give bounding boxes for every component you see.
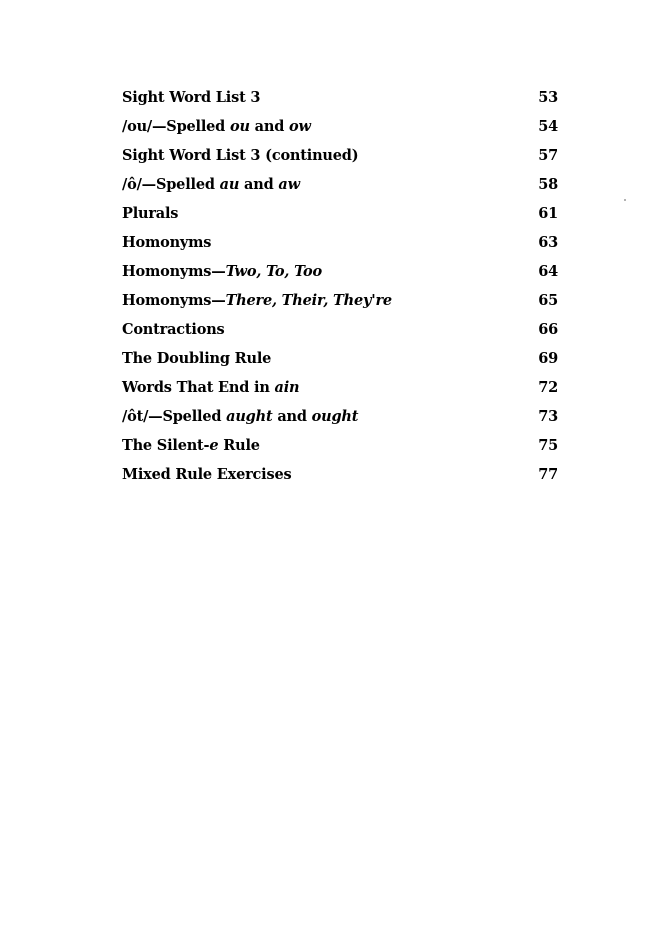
toc-entry-page: 63	[538, 234, 558, 251]
toc-entry	[122, 86, 560, 115]
toc-entry	[122, 115, 560, 144]
toc-entry-title	[122, 173, 300, 197]
toc-entry-title-text: Rule	[218, 437, 260, 454]
toc-entry-page: 57	[538, 147, 558, 164]
toc-entry	[122, 347, 560, 376]
table-of-contents	[122, 86, 560, 492]
toc-entry	[122, 173, 560, 202]
toc-entry	[122, 434, 560, 463]
toc-entry-title-italic: e	[209, 437, 219, 454]
toc-entry-title-italic: aw	[278, 176, 300, 193]
toc-entry-title	[122, 376, 299, 400]
toc-entry-title	[122, 289, 392, 313]
toc-entry	[122, 260, 560, 289]
toc-entry-title-text: Words That End in	[122, 379, 275, 396]
toc-entry-title-text: Plurals	[122, 205, 179, 222]
toc-entry-title-text: The Silent-	[122, 437, 210, 454]
toc-entry-page: 72	[538, 379, 558, 396]
toc-entry-title	[122, 202, 178, 226]
scan-speck	[624, 199, 626, 201]
toc-entry-title	[122, 405, 358, 429]
toc-entry-title-text: /ou/—Spelled	[122, 118, 230, 135]
toc-entry-title	[122, 434, 260, 458]
toc-entry-title	[122, 144, 358, 168]
toc-entry-page: 69	[538, 350, 558, 367]
toc-entry-title	[122, 318, 225, 342]
toc-entry-page: 58	[538, 176, 558, 193]
toc-entry-page: 75	[538, 437, 558, 454]
toc-entry-title-text: /ôt/—Spelled	[122, 408, 227, 425]
toc-entry-page: 53	[538, 89, 558, 106]
toc-entry-title-text: Mixed Rule Exercises	[122, 466, 292, 483]
toc-entry-title-text: and	[272, 408, 312, 425]
toc-entry-title-text: Sight Word List 3 (continued)	[122, 147, 359, 164]
toc-entry-title-text: Sight Word List 3	[122, 89, 261, 106]
toc-entry-page: 61	[538, 205, 558, 222]
toc-entry-title-italic: ou	[229, 118, 250, 135]
toc-entry	[122, 202, 560, 231]
toc-entry-title-italic: ow	[289, 118, 311, 135]
toc-entry-title-italic: ought	[311, 408, 359, 425]
toc-entry-title-italic: aught	[226, 408, 273, 425]
toc-entry	[122, 144, 560, 173]
toc-entry	[122, 318, 560, 347]
toc-entry-title	[122, 115, 311, 139]
toc-entry-title-text: /ô/—Spelled	[122, 176, 220, 193]
toc-entry-title-text: Homonyms—	[122, 263, 226, 280]
toc-entry-page: 73	[538, 408, 558, 425]
toc-entry-title	[122, 231, 211, 255]
toc-entry-title-italic: ain	[274, 379, 300, 396]
toc-entry-title-italic: There, Their, They're	[225, 292, 392, 309]
toc-entry-title-text: and	[249, 118, 289, 135]
toc-entry-title	[122, 86, 260, 110]
toc-entry-title	[122, 347, 271, 371]
toc-entry-page: 77	[538, 466, 558, 483]
toc-entry-title-text: Homonyms	[122, 234, 212, 251]
toc-entry	[122, 376, 560, 405]
toc-entry-page: 64	[538, 263, 558, 280]
toc-entry	[122, 289, 560, 318]
toc-entry-title	[122, 260, 322, 284]
toc-entry-title-italic: au	[219, 176, 240, 193]
toc-entry	[122, 405, 560, 434]
toc-entry-title-italic: Two, To, Too	[225, 263, 322, 280]
toc-entry-title-text: Contractions	[122, 321, 225, 338]
toc-entry	[122, 231, 560, 260]
toc-entry-title-text: The Doubling Rule	[122, 350, 272, 367]
toc-entry-title-text: Homonyms—	[122, 292, 226, 309]
toc-entry-title	[122, 463, 291, 487]
toc-entry-page: 65	[538, 292, 558, 309]
toc-entry-page: 54	[538, 118, 558, 135]
toc-entry	[122, 463, 560, 492]
toc-entry-page: 66	[538, 321, 558, 338]
toc-entry-title-text: and	[239, 176, 279, 193]
